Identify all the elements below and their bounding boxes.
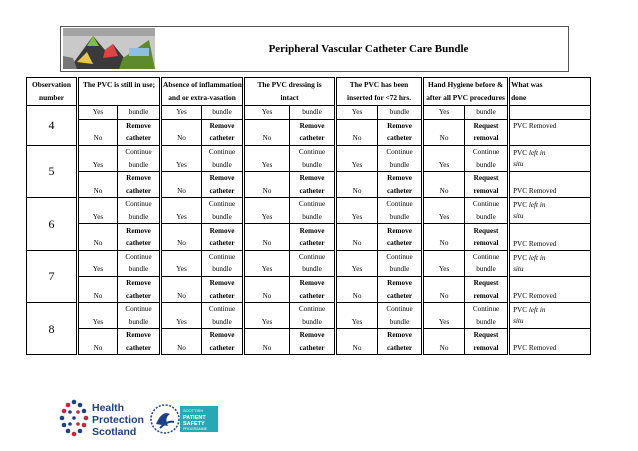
cell-no: No — [161, 237, 202, 250]
cell-bundle: bundle — [118, 106, 161, 120]
cell-blank — [336, 250, 378, 263]
cell-blank — [161, 329, 202, 342]
header-observation: Observation — [27, 78, 78, 92]
cell-bundle: bundle — [118, 158, 161, 171]
cell-blank — [336, 302, 378, 315]
cell-catheter: catheter — [202, 185, 244, 198]
table-row — [27, 119, 591, 132]
cell-bundle: bundle — [202, 263, 244, 276]
table-row — [27, 250, 591, 263]
cell-no: No — [423, 289, 465, 302]
cell-continue: Continue — [202, 145, 244, 158]
cell-request: Request — [465, 171, 509, 184]
cell-removal: removal — [465, 342, 509, 355]
cell-blank — [78, 119, 118, 132]
cell-no: No — [336, 237, 378, 250]
hps-logo — [58, 398, 148, 447]
observation-number: 4 — [27, 106, 78, 146]
done-italic-left-in: left in — [528, 201, 546, 210]
cell-yes: Yes — [161, 263, 202, 276]
cell-request: Request — [465, 119, 509, 132]
cell-continue: Continue — [378, 198, 423, 211]
cell-blank — [423, 250, 465, 263]
cell-remove: Remove — [378, 171, 423, 184]
cell-remove: Remove — [378, 224, 423, 237]
cell-bundle: bundle — [378, 158, 423, 171]
table-row — [27, 289, 591, 302]
observations-body — [27, 145, 591, 355]
hps-dot — [84, 416, 89, 421]
cell-catheter: catheter — [290, 132, 336, 145]
cell-bundle: bundle — [118, 316, 161, 329]
cell-yes: Yes — [336, 158, 378, 171]
cell-bundle: bundle — [202, 158, 244, 171]
cell-catheter: catheter — [290, 185, 336, 198]
cell-catheter: catheter — [378, 237, 423, 250]
cell-done: PVC Removed — [509, 119, 591, 145]
cell-yes: Yes — [423, 263, 465, 276]
cell-blank — [423, 198, 465, 211]
observation-number: 8 — [27, 302, 78, 354]
cell-no: No — [423, 185, 465, 198]
hps-dot — [72, 400, 77, 405]
cell-remove: Remove — [118, 119, 161, 132]
cell-blank — [423, 276, 465, 289]
cell-bundle: bundle — [465, 106, 509, 120]
cell-remove: Remove — [290, 276, 336, 289]
cell-catheter: catheter — [378, 185, 423, 198]
cell-catheter: catheter — [202, 342, 244, 355]
cell-remove: Remove — [202, 329, 244, 342]
table-row — [27, 329, 591, 342]
table-row — [27, 211, 591, 224]
cell-continue: Continue — [465, 302, 509, 315]
cell-remove: Remove — [290, 224, 336, 237]
cell-yes: Yes — [161, 316, 202, 329]
done-pre: PVC — [513, 148, 529, 157]
cell-yes: Yes — [336, 263, 378, 276]
cell-continue: Continue — [202, 250, 244, 263]
hps-line1: Health — [92, 402, 125, 414]
cell-remove: Remove — [118, 224, 161, 237]
hps-dot — [78, 429, 83, 434]
cell-no: No — [244, 185, 290, 198]
cell-blank — [161, 198, 202, 211]
cell-blank — [336, 145, 378, 158]
done-italic-left-in: left in — [528, 253, 546, 262]
cell-continue: Continue — [202, 198, 244, 211]
cell-bundle: bundle — [378, 106, 423, 120]
cell-no: No — [78, 289, 118, 302]
header-72hrs: inserted for <72 hrs. — [336, 92, 423, 106]
table-row — [27, 276, 591, 289]
cell-catheter: catheter — [118, 132, 161, 145]
table-row — [27, 316, 591, 329]
hps-line2: Protection — [92, 414, 144, 426]
cell-remove: Remove — [290, 171, 336, 184]
header-number: number — [27, 92, 78, 106]
cell-blank — [244, 276, 290, 289]
cell-bundle: bundle — [378, 211, 423, 224]
cell-bundle: bundle — [202, 106, 244, 120]
cell-yes: Yes — [423, 316, 465, 329]
cell-catheter: catheter — [290, 237, 336, 250]
cell-remove: Remove — [378, 329, 423, 342]
cell-no: No — [161, 342, 202, 355]
header-extravasation: and or extra-vasation — [161, 92, 244, 106]
hps-dot — [78, 403, 83, 408]
header-dressing: The PVC dressing is — [244, 78, 336, 92]
header-intact: intact — [244, 92, 336, 106]
cell-bundle: bundle — [118, 211, 161, 224]
cell-yes: Yes — [244, 106, 290, 120]
cell-blank — [78, 329, 118, 342]
cell-catheter: catheter — [118, 289, 161, 302]
cell-continue: Continue — [202, 302, 244, 315]
cell-blank — [244, 250, 290, 263]
cell-yes: Yes — [78, 316, 118, 329]
cell-continue: Continue — [378, 302, 423, 315]
cell-bundle: bundle — [202, 316, 244, 329]
cell-bundle: bundle — [378, 263, 423, 276]
cell-blank — [161, 171, 202, 184]
cell-continue: Continue — [118, 198, 161, 211]
cell-catheter: catheter — [202, 237, 244, 250]
cell-blank — [161, 224, 202, 237]
cell-removal: removal — [465, 185, 509, 198]
hps-dot — [82, 409, 87, 414]
cell-bundle: bundle — [202, 211, 244, 224]
cell-remove: Remove — [378, 119, 423, 132]
cell-request: Request — [465, 224, 509, 237]
cell-bundle: bundle — [465, 316, 509, 329]
cell-catheter: catheter — [118, 237, 161, 250]
cell-no: No — [78, 185, 118, 198]
cell-bundle: bundle — [378, 316, 423, 329]
cell-removal: removal — [465, 237, 509, 250]
cell-bundle: bundle — [290, 263, 336, 276]
cell-blank — [336, 224, 378, 237]
cell-continue: Continue — [378, 145, 423, 158]
cell-no: No — [336, 289, 378, 302]
cell-continue: Continue — [378, 250, 423, 263]
cell-blank — [336, 329, 378, 342]
cell-continue: Continue — [465, 145, 509, 158]
cell-yes: Yes — [336, 316, 378, 329]
hps-dots-icon — [58, 398, 148, 442]
cell-no: No — [244, 237, 290, 250]
cell-no: No — [78, 132, 118, 145]
cell-remove: Remove — [202, 276, 244, 289]
cell-blank — [336, 198, 378, 211]
spsp-emblem-icon — [150, 398, 220, 440]
cell-bundle: bundle — [290, 106, 336, 120]
cell-done-removed: PVC Removed — [509, 276, 591, 302]
cell-continue: Continue — [290, 250, 336, 263]
cell-no: No — [78, 342, 118, 355]
cell-no: No — [244, 342, 290, 355]
cell-no: No — [336, 342, 378, 355]
cell-blank — [423, 119, 465, 132]
cell-no: No — [244, 132, 290, 145]
cell-blank — [423, 329, 465, 342]
header-procedures: after all PVC procedures — [423, 92, 509, 106]
cell-blank — [244, 145, 290, 158]
cell-yes: Yes — [244, 263, 290, 276]
cell-blank — [161, 302, 202, 315]
header-hand-hygiene: Hand Hygiene before & — [423, 78, 509, 92]
cell-yes: Yes — [423, 158, 465, 171]
cell-no: No — [161, 132, 202, 145]
table-row — [27, 224, 591, 237]
observation-number: 5 — [27, 145, 78, 197]
header-row-1 — [27, 78, 591, 92]
cell-blank — [161, 145, 202, 158]
cell-bundle: bundle — [465, 263, 509, 276]
cell-yes: Yes — [78, 158, 118, 171]
cell-yes: Yes — [336, 106, 378, 120]
care-bundle-table — [26, 77, 591, 355]
cell-blank — [78, 250, 118, 263]
cell-removal: removal — [465, 132, 509, 145]
cell-blank — [423, 302, 465, 315]
cell-blank — [336, 171, 378, 184]
cell-yes: Yes — [244, 211, 290, 224]
cell-continue: Continue — [290, 198, 336, 211]
hps-dot — [60, 416, 65, 421]
bundle-logo-image — [63, 28, 155, 69]
cell-catheter: catheter — [118, 185, 161, 198]
cell-yes: Yes — [423, 211, 465, 224]
hps-dot — [62, 409, 67, 414]
table-row — [27, 263, 591, 276]
spsp-logo — [150, 398, 220, 445]
done-pre: PVC — [513, 201, 529, 210]
cell-catheter: catheter — [378, 132, 423, 145]
cell-blank — [161, 119, 202, 132]
cell-done-situ — [509, 250, 591, 276]
header-box — [60, 26, 569, 72]
cell-no: No — [336, 185, 378, 198]
cell-bundle: bundle — [290, 211, 336, 224]
cell-blank — [78, 302, 118, 315]
cell-blank — [244, 171, 290, 184]
cell-done-blank — [509, 106, 591, 120]
cell-request: Request — [465, 329, 509, 342]
spsp-line4: PROGRAMME — [183, 427, 207, 431]
cell-blank — [244, 119, 290, 132]
cell-no: No — [423, 237, 465, 250]
hps-dot — [76, 422, 80, 426]
cell-no: No — [161, 185, 202, 198]
cell-blank — [161, 276, 202, 289]
done-pre: PVC — [513, 305, 529, 314]
cell-continue: Continue — [290, 145, 336, 158]
done-italic-left-in: left in — [528, 305, 546, 314]
cell-catheter: catheter — [202, 289, 244, 302]
page-title: Peripheral Vascular Catheter Care Bundle — [268, 43, 469, 55]
cell-remove: Remove — [290, 119, 336, 132]
cell-yes: Yes — [161, 211, 202, 224]
cell-blank — [78, 198, 118, 211]
header-inserted: The PVC has been — [336, 78, 423, 92]
cell-no: No — [423, 132, 465, 145]
cell-yes: Yes — [78, 106, 118, 120]
cell-catheter: catheter — [378, 289, 423, 302]
cell-blank — [423, 224, 465, 237]
table-row — [27, 145, 591, 158]
hps-dot — [68, 410, 72, 414]
cell-request: Request — [465, 276, 509, 289]
header-blank — [78, 92, 161, 106]
hps-dot — [72, 416, 76, 420]
table-row — [27, 132, 591, 145]
cell-blank — [244, 224, 290, 237]
table-row — [27, 302, 591, 315]
cell-catheter: catheter — [378, 342, 423, 355]
cell-catheter: catheter — [202, 132, 244, 145]
cell-done-removed: PVC Removed — [509, 329, 591, 355]
cell-blank — [244, 329, 290, 342]
hps-dot — [72, 432, 77, 437]
cell-bundle: bundle — [465, 211, 509, 224]
table-row — [27, 342, 591, 355]
cell-blank — [336, 276, 378, 289]
cell-remove: Remove — [202, 224, 244, 237]
cell-yes: Yes — [336, 211, 378, 224]
cell-yes: Yes — [78, 263, 118, 276]
done-italic-situ: situ — [513, 316, 524, 325]
table-row — [27, 237, 591, 250]
table-row — [27, 158, 591, 171]
cell-blank — [78, 145, 118, 158]
hps-dot — [62, 423, 67, 428]
cell-blank — [244, 302, 290, 315]
cell-continue: Continue — [118, 145, 161, 158]
cell-yes: Yes — [244, 316, 290, 329]
cell-remove: Remove — [378, 276, 423, 289]
hps-dot — [82, 423, 87, 428]
cell-removal: removal — [465, 289, 509, 302]
cell-yes: Yes — [161, 106, 202, 120]
cell-continue: Continue — [118, 302, 161, 315]
cell-remove: Remove — [290, 329, 336, 342]
observation-number: 7 — [27, 250, 78, 302]
cell-done-situ — [509, 198, 591, 224]
cell-done-situ — [509, 145, 591, 171]
done-italic-situ: situ — [513, 212, 524, 221]
cell-blank — [423, 145, 465, 158]
spsp-line3: SAFETY — [183, 421, 205, 427]
cell-blank — [423, 171, 465, 184]
cell-yes: Yes — [78, 211, 118, 224]
cell-bundle: bundle — [290, 158, 336, 171]
hps-dot — [68, 422, 72, 426]
cell-no: No — [336, 132, 378, 145]
cell-yes: Yes — [423, 106, 465, 120]
cell-no: No — [423, 342, 465, 355]
cell-blank — [78, 224, 118, 237]
cell-remove: Remove — [202, 119, 244, 132]
cell-blank — [161, 250, 202, 263]
hps-line3: Scotland — [92, 426, 137, 438]
hps-dot — [66, 403, 71, 408]
cell-bundle: bundle — [465, 158, 509, 171]
cell-yes: Yes — [161, 158, 202, 171]
cell-catheter: catheter — [290, 289, 336, 302]
table-row — [27, 185, 591, 198]
cell-remove: Remove — [202, 171, 244, 184]
cell-continue: Continue — [465, 250, 509, 263]
done-italic-left-in: left in — [528, 148, 546, 157]
cell-continue: Continue — [465, 198, 509, 211]
cell-done-removed: PVC Removed — [509, 224, 591, 250]
cell-continue: Continue — [290, 302, 336, 315]
cell-catheter: catheter — [118, 342, 161, 355]
observation-number: 6 — [27, 198, 78, 250]
cell-bundle: bundle — [290, 316, 336, 329]
cell-no: No — [244, 289, 290, 302]
cell-bundle: bundle — [118, 263, 161, 276]
cell-catheter: catheter — [290, 342, 336, 355]
cell-done-removed: PVC Removed — [509, 171, 591, 197]
done-pre: PVC — [513, 253, 529, 262]
table-row — [27, 106, 591, 120]
spsp-line1: SCOTTISH — [183, 408, 204, 413]
header-what-done: What was — [509, 78, 591, 92]
cell-continue: Continue — [118, 250, 161, 263]
cell-done-situ — [509, 302, 591, 328]
cell-blank — [336, 119, 378, 132]
header-pvc-in-use: The PVC is still in use; — [78, 78, 161, 92]
header-inflammation: Absence of inflammation — [161, 78, 244, 92]
header-done: done — [509, 92, 591, 106]
table-row — [27, 198, 591, 211]
cell-blank — [244, 198, 290, 211]
cell-remove: Remove — [118, 329, 161, 342]
cell-blank — [78, 171, 118, 184]
cell-no: No — [161, 289, 202, 302]
table-row — [27, 171, 591, 184]
done-italic-situ: situ — [513, 264, 524, 273]
hps-dot — [66, 429, 71, 434]
cell-remove: Remove — [118, 171, 161, 184]
hps-dot — [76, 410, 80, 414]
cell-no: No — [78, 237, 118, 250]
spsp-line2: PATIENT — [183, 415, 206, 421]
done-italic-situ: situ — [513, 159, 524, 168]
cell-blank — [78, 276, 118, 289]
cell-yes: Yes — [244, 158, 290, 171]
cell-remove: Remove — [118, 276, 161, 289]
header-row-2 — [27, 92, 591, 106]
